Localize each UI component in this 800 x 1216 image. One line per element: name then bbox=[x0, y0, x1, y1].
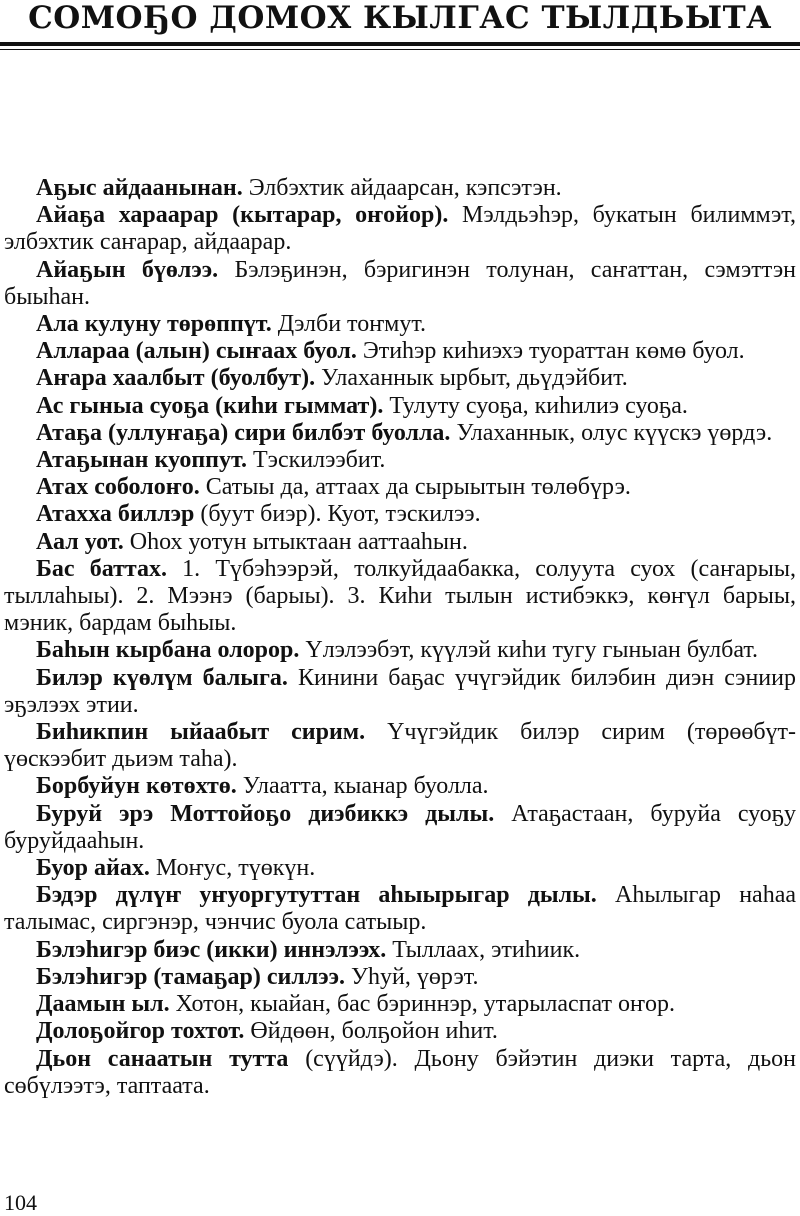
entry bbox=[4, 637, 796, 664]
entry-term: Борбуйун көтөхтө. bbox=[36, 773, 237, 800]
entry-term: Аал уот. bbox=[36, 528, 124, 555]
entry-definition: Моҥус, түөкүн. bbox=[155, 855, 316, 882]
entry bbox=[4, 393, 796, 420]
entry bbox=[4, 311, 796, 338]
entry-term: Долоҕойгор тохтот. bbox=[36, 1018, 245, 1045]
entry-term: Атах соболоҥо. bbox=[36, 474, 200, 501]
entry-term: Бас баттах. bbox=[36, 555, 167, 582]
entry bbox=[4, 882, 796, 936]
entry-term: Билэр күөлүм балыга. bbox=[36, 664, 288, 691]
entry-definition: Бэлэҕинэн, бэригинэн толунан, саҥаттан, сэмэттэн быыһан. bbox=[4, 256, 796, 310]
entry-definition: Улаханнык ырбыт, дьүдэйбит. bbox=[321, 365, 628, 392]
entry-term: Аҕыс айдаанынан. bbox=[36, 175, 243, 201]
entry-definition: Улаатта, кыанар буолла. bbox=[242, 773, 489, 800]
entry-term: Айаҕын бүөлээ. bbox=[36, 256, 219, 283]
entry-term: Бэдэр дүлүҥ уҥуоргутуттан аһыырыгар дылы. bbox=[36, 882, 597, 909]
entry-definition: Хотон, кыайан, бас бэриннэр, утарыласпат оҥор. bbox=[175, 991, 675, 1018]
entry-definition: Сатыы да, аттаах да сырыытын төлөбүрэ. bbox=[205, 474, 631, 501]
page-title: СОМОҔО ДОМОХ КЫЛГАС ТЫЛДЬЫТА bbox=[28, 0, 772, 36]
entry-term: Атаҕа (уллуҥаҕа) сири билбэт буолла. bbox=[36, 419, 451, 446]
entry bbox=[4, 474, 796, 501]
entry bbox=[4, 556, 796, 638]
entry-term: Бэлэһигэр (тамаҕар) силлээ. bbox=[36, 963, 346, 990]
entry-term: Аллараа (алын) сыҥаах буол. bbox=[36, 338, 357, 365]
title-rule-thin bbox=[0, 49, 800, 50]
entry-term: Атаҕынан куоппут. bbox=[36, 447, 247, 474]
entry bbox=[4, 801, 796, 855]
entry-term: Аҥара хаалбыт (буолбут). bbox=[36, 365, 316, 392]
entry-definition: Оһох уотун ытыктаан ааттааһын. bbox=[129, 528, 468, 555]
entry-term: Атахха биллэр bbox=[36, 501, 195, 528]
entry-definition: Уһуй, үөрэт. bbox=[351, 963, 479, 990]
entry-definition: Этиһэр киһиэхэ туораттан көмө буол. bbox=[362, 338, 745, 365]
entry-definition: Үчүгэйдик билэр сирим (төрөөбүт-үөскээбит дьиэм таһа). bbox=[4, 719, 797, 773]
entry bbox=[4, 338, 796, 365]
entry-term: Ала кулуну төрөппүт. bbox=[36, 311, 272, 338]
entry-definition: (сүүйдэ). Дьону бэйэтин диэки тарта, дьон сөбүлээтэ, таптаата. bbox=[4, 1045, 796, 1099]
entry-list bbox=[4, 175, 796, 1100]
entry-term: Дьон санаатын тутта bbox=[36, 1045, 289, 1072]
entry-term: Айаҕа хараарар (кытарар, оҥойор). bbox=[36, 202, 449, 229]
entry bbox=[4, 420, 796, 447]
entry bbox=[4, 1046, 796, 1100]
entry bbox=[4, 175, 796, 202]
entry bbox=[4, 501, 796, 528]
entry bbox=[4, 991, 796, 1018]
entry-definition: Атаҕастаан, буруйа суоҕу буруйдааһын. bbox=[4, 800, 796, 854]
entry bbox=[4, 257, 796, 311]
entry-term: Ас гыныа суоҕа (киһи гыммат). bbox=[36, 392, 384, 419]
entry-definition: Үлэлээбэт, күүлэй киһи тугу гыныан булбат. bbox=[305, 637, 759, 664]
entry-term: Даамын ыл. bbox=[36, 991, 170, 1018]
entry-term: Баһын кырбана олорор. bbox=[36, 637, 300, 664]
entry bbox=[4, 773, 796, 800]
page-number: 104 bbox=[4, 1190, 37, 1215]
entry-definition: Элбэхтик айдаарсан, кэпсэтэн. bbox=[248, 175, 562, 201]
entry-definition: Дэлби тоҥмут. bbox=[277, 311, 427, 338]
entry-definition: (буут биэр). Куот, тэскилээ. bbox=[200, 501, 481, 528]
entry bbox=[4, 855, 796, 882]
title-rule-thick bbox=[0, 42, 800, 46]
entry-term: Бэлэһигэр биэс (икки) иннэлээх. bbox=[36, 936, 387, 963]
entry-definition: Өйдөөн, болҕойон иһит. bbox=[250, 1018, 498, 1045]
entry-definition: Тулуту суоҕа, киһилиэ суоҕа. bbox=[389, 392, 688, 419]
entry bbox=[4, 1018, 796, 1045]
entry bbox=[4, 202, 796, 256]
entry bbox=[4, 964, 796, 991]
entry-term: Буор айах. bbox=[36, 855, 150, 882]
entry-definition: Тыллаах, этиһиик. bbox=[392, 936, 581, 963]
entry-definition: Мэлдьэһэр, букатын билиммэт, элбэхтик саҥарар, айдаарар. bbox=[4, 202, 796, 256]
entry bbox=[4, 447, 796, 474]
entry bbox=[4, 529, 796, 556]
entry-definition: Тэскилээбит. bbox=[252, 447, 386, 474]
entry-definition: Кинини баҕас үчүгэйдик билэбин диэн сэниир эҕэлээх этии. bbox=[4, 664, 796, 718]
entry-definition: Аһылыгар наһаа талымас, сиргэнэр, чэнчис буола сатыыр. bbox=[4, 882, 797, 936]
entry bbox=[4, 937, 796, 964]
entry-term: Биһикпин ыйаабыт сирим. bbox=[36, 719, 366, 746]
entry-definition: Улаханнык, олус күүскэ үөрдэ. bbox=[456, 419, 773, 446]
entry bbox=[4, 665, 796, 719]
entry-definition: 1. Түбэһээрэй, толкуйдаабакка, солуута суох (саҥарыы, тыллаһыы). 2. Мээнэ (барыы). 3. Киһи тылын истибэккэ, көҥүл барыы, мэник, бардам быһыы. bbox=[4, 555, 796, 637]
entry bbox=[4, 719, 796, 773]
entry-term: Буруй эрэ Моттойоҕо диэбиккэ дылы. bbox=[36, 800, 495, 827]
entry bbox=[4, 365, 796, 392]
